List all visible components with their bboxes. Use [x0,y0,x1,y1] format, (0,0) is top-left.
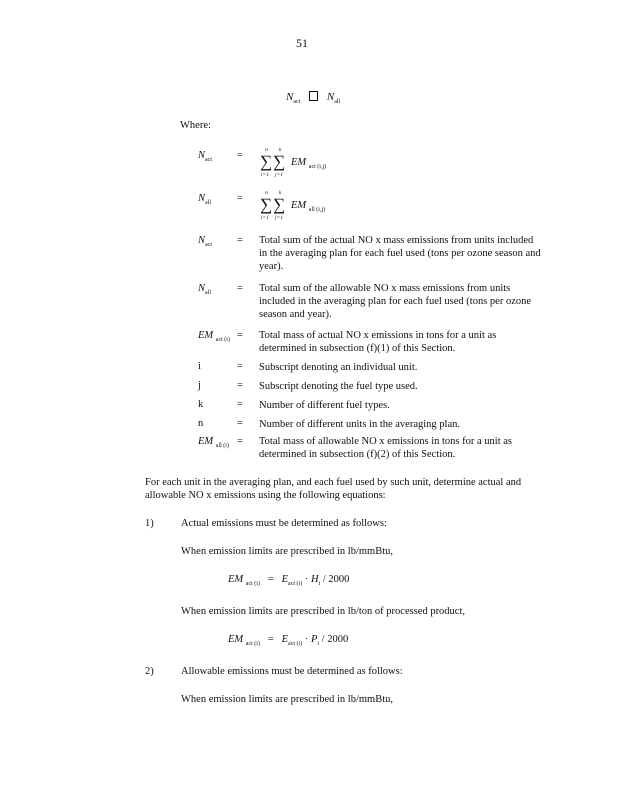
definition-symbol: i [198,361,201,372]
definition-equals: = [237,436,243,447]
definition-symbol: j [198,380,201,391]
definition-equals: = [237,283,243,294]
item-heading: Allowable emissions must be determined as follows: [181,666,403,677]
definition-symbol: $N_{all}$ [198,283,212,296]
definition-text: Total mass of actual NO x emissions in tons for a unit as determined in subsection (f)(1) of this Section. [259,330,497,354]
definition-equals: = [237,235,243,246]
definition-text: Total sum of the allowable NO x mass emissions from units included in the averaging plan for each fuel used (tons per ozone season and year). [259,283,532,320]
definition-symbol: EM $_{act (i)}$ [198,330,230,343]
definition-text: Subscript denoting the fuel type used. [259,381,418,392]
formula-n-act-symbol: $N_{act}$ [198,150,213,163]
definition-text: Total sum of the actual NO x mass emissions from units included in the averaging plan for each fuel used (tons per ozone season and year). [259,235,541,272]
formula-n-act-equals: = [237,150,243,161]
definition-text: Number of different units in the averaging plan. [259,419,460,430]
definition-equals: = [237,361,243,372]
sum-sign-icon: ∑ [273,195,286,214]
formula-n-act-outer-top: n [265,147,268,153]
formula-n-act-inner-bot: j=1 [275,172,283,178]
item-number: 1) [145,518,154,529]
item-heading: Actual emissions must be determined as follows: [181,518,387,529]
case-condition: When emission limits are prescribed in lb/mmBtu, [181,694,394,705]
formula-actual-lb-mmbtu: EM $_{act (i)}$ = $E_{act (i)} \cdot H_i / 2000$ [228,574,350,587]
case-condition: When emission limits are prescribed in lb/ton of processed product, [181,606,466,617]
item-number: 2) [145,666,154,677]
definition-equals: = [237,380,243,391]
formula-n-all-inner-bot: j=1 [275,215,283,221]
sum-sign-icon: ∑ [260,195,273,214]
inequality-rhs-sub: all [334,99,341,105]
sum-sign-icon: ∑ [260,152,273,171]
definition-equals: = [237,418,243,429]
definition-text: Number of different fuel types. [259,400,390,411]
formula-n-act-term: EM $_{act (i,j)}$ [291,157,327,170]
formula-n-all-outer-top: n [265,190,268,196]
definition-equals: = [237,330,243,341]
formula-n-all-term: EM $_{all (i,j)}$ [291,200,326,213]
formula-n-act-inner-top: k [279,147,282,153]
definition-symbol: $N_{act}$ [198,235,213,248]
inequality-formula [286,91,340,105]
formula-n-all-symbol: $N_{all}$ [198,193,212,206]
formula-actual-lb-ton: EM $_{act (i)}$ = $E_{act (i)} \cdot P_i / 2000$ [228,634,349,647]
page-number: 51 [296,36,308,50]
relation-glyph-icon [309,91,318,101]
inequality-lhs: N [286,91,294,103]
where-label: Where: [180,120,211,131]
sum-sign-icon: ∑ [273,152,286,171]
formula-n-all-inner-top: k [279,190,282,196]
case-condition: When emission limits are prescribed in lb/mmBtu, [181,546,394,557]
definition-symbol: EM $_{all (i)}$ [198,436,229,449]
definition-text: Subscript denoting an individual unit. [259,362,418,373]
intro-paragraph: For each unit in the averaging plan, and each fuel used by such unit, determine actual and allowable NO x emissions using the following equations: [145,477,522,501]
inequality-lhs-sub: act [293,99,301,105]
definition-text: Total mass of allowable NO x emissions in tons for a unit as determined in subsection (f)(2) of this Section. [259,436,512,460]
definition-symbol: k [198,399,204,410]
formula-n-all-equals: = [237,193,243,204]
formula-n-act-outer-bot: i=1 [261,172,269,178]
inequality-rhs: N [326,91,335,103]
formula-n-all-outer-bot: i=1 [261,215,269,221]
definition-equals: = [237,399,243,410]
definition-symbol: n [198,418,204,429]
